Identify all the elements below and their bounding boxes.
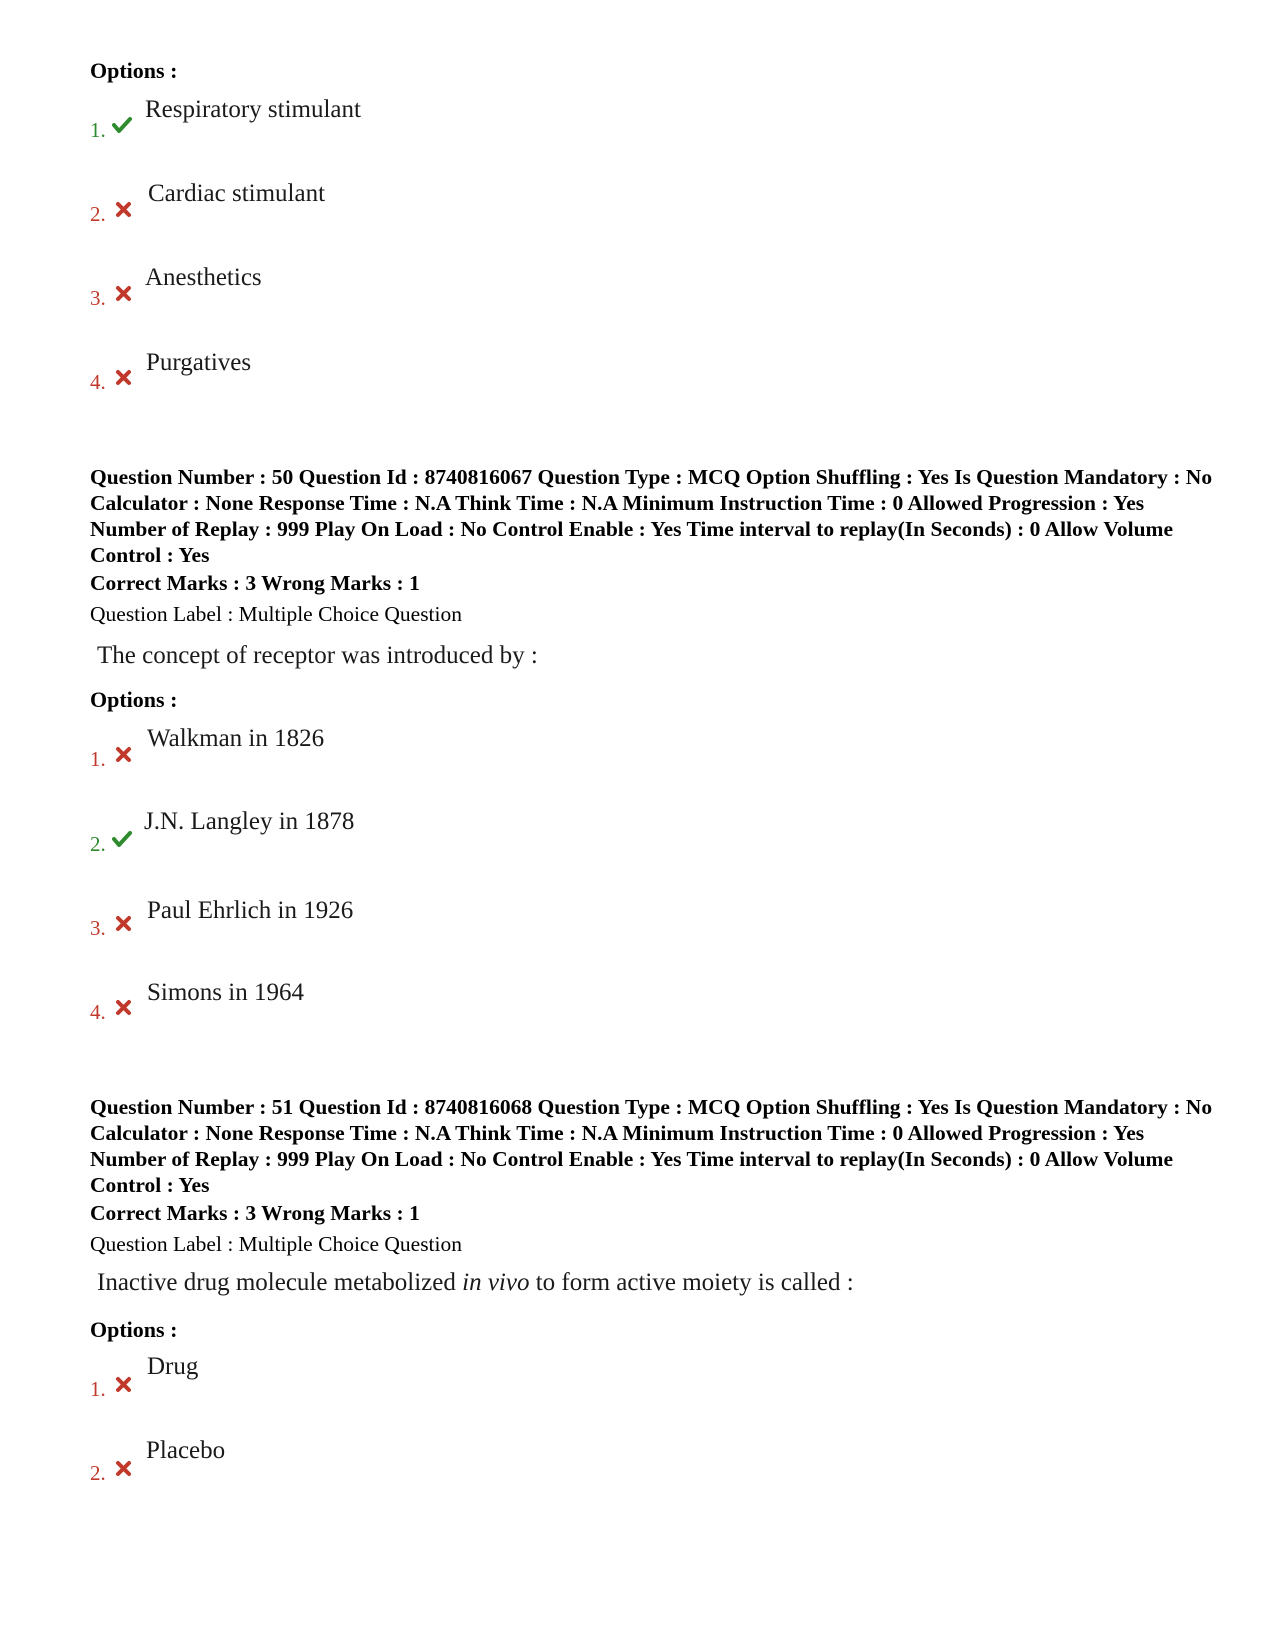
question-text-end: to form active moiety is called :	[529, 1269, 854, 1296]
question-marks: Correct Marks : 3 Wrong Marks : 1	[90, 1201, 420, 1225]
option-text: Drug	[147, 1353, 199, 1380]
options-heading: Options :	[90, 1317, 178, 1342]
question-text-start: Inactive drug molecule metabolized	[97, 1269, 463, 1296]
options-heading: Options :	[90, 58, 178, 83]
option-number: 3.	[90, 286, 106, 310]
option-number: 2.	[90, 832, 106, 856]
question-text	[97, 1269, 854, 1297]
option-number: 4.	[90, 1000, 106, 1024]
check-icon	[112, 116, 132, 134]
question-meta: Question Number : 51 Question Id : 8740816068 Question Type : MCQ Option Shuffling : Yes Is Question Mandatory : No Calculator : None Response Time : N.A Think Time : N.A Minimum Instruction Time : 0 Allowed Progression : Yes Number of Replay : 999 Play On Load : No Control Enable : Yes Time interval to replay(In Seconds) : 0 Allow Volume Control : Yes	[90, 1095, 1213, 1197]
cross-icon	[114, 1460, 134, 1478]
option-number: 1.	[90, 747, 106, 771]
question-label: Question Label : Multiple Choice Question	[90, 1232, 463, 1256]
question-label: Question Label : Multiple Choice Question	[90, 602, 463, 626]
option-number: 3.	[90, 916, 106, 940]
option-text: Walkman in 1826	[147, 725, 325, 752]
question-text: The concept of receptor was introduced by :	[97, 642, 538, 669]
cross-icon	[114, 915, 134, 933]
option-text: Simons in 1964	[147, 979, 304, 1006]
option-text: Anesthetics	[145, 264, 262, 291]
cross-icon	[114, 999, 134, 1017]
check-icon	[112, 830, 132, 848]
option-text: Purgatives	[146, 349, 252, 376]
question-meta: Question Number : 50 Question Id : 8740816067 Question Type : MCQ Option Shuffling : Yes Is Question Mandatory : No Calculator : None Response Time : N.A Think Time : N.A Minimum Instruction Time : 0 Allowed Progression : Yes Number of Replay : 999 Play On Load : No Control Enable : Yes Time interval to replay(In Seconds) : 0 Allow Volume Control : Yes	[90, 465, 1213, 567]
cross-icon	[114, 746, 134, 764]
question-marks: Correct Marks : 3 Wrong Marks : 1	[90, 571, 420, 595]
cross-icon	[114, 369, 134, 387]
options-heading: Options :	[90, 687, 178, 712]
cross-icon	[114, 1376, 134, 1394]
cross-icon	[114, 201, 134, 219]
option-text: Cardiac stimulant	[148, 180, 326, 207]
option-text: J.N. Langley in 1878	[144, 808, 355, 835]
option-number: 1.	[90, 1377, 106, 1401]
option-text: Respiratory stimulant	[145, 96, 361, 123]
question-text-emphasis: in vivo	[462, 1269, 530, 1296]
option-text: Placebo	[146, 1437, 226, 1464]
option-number: 4.	[90, 370, 106, 394]
option-number: 2.	[90, 202, 106, 226]
cross-icon	[114, 285, 134, 303]
option-number: 2.	[90, 1461, 106, 1485]
option-number: 1.	[90, 118, 106, 142]
option-text: Paul Ehrlich in 1926	[147, 897, 354, 924]
